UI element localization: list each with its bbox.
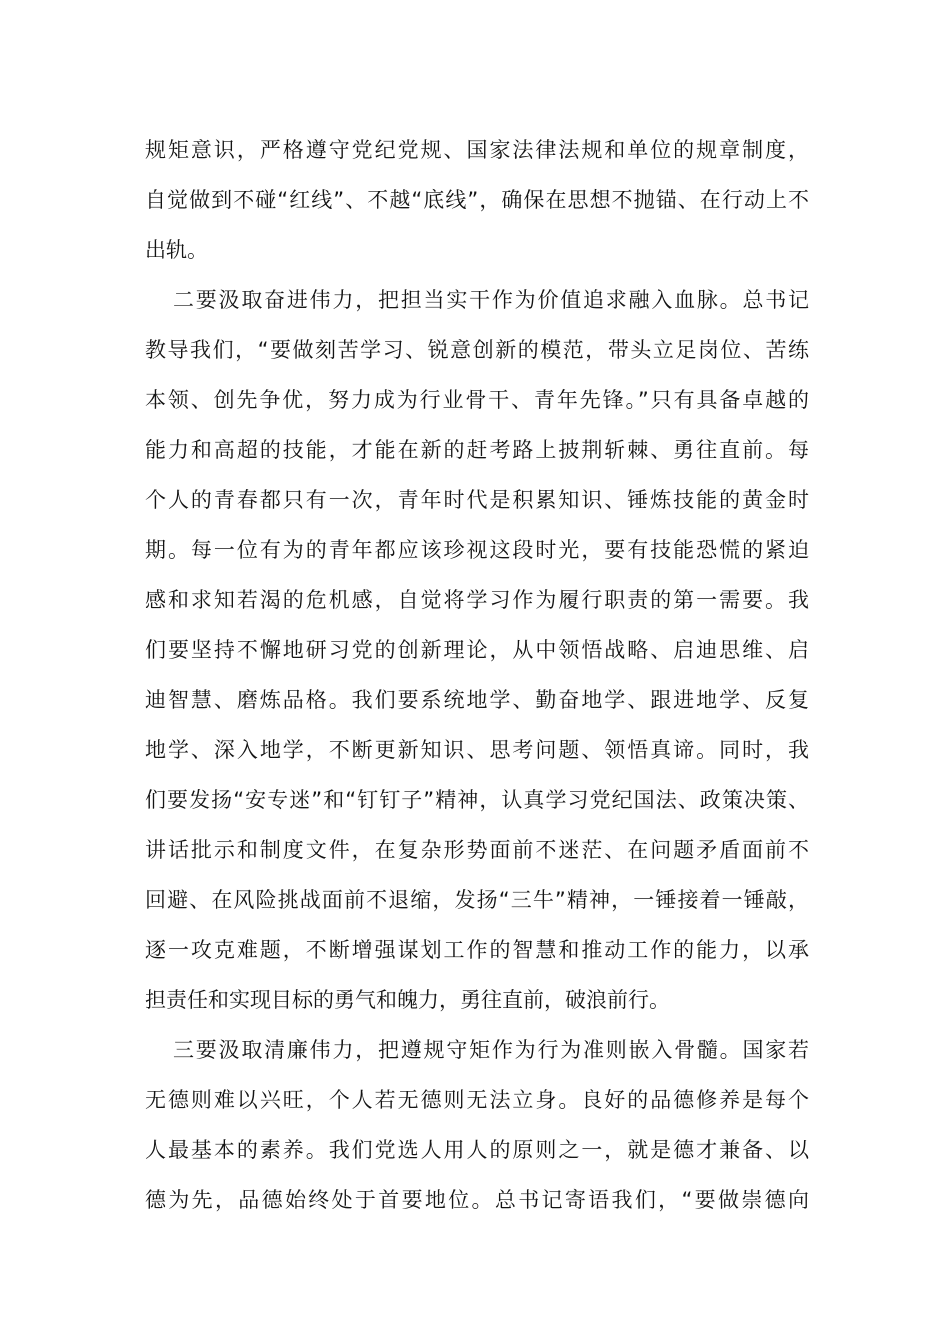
text-line: 讲话批示和制度文件，在复杂形势面前不迷茫、在问题矛盾面前不 [145, 838, 809, 862]
text-line: 人最基本的素养。我们党选人用人的原则之一，就是德才兼备、以 [145, 1138, 809, 1162]
text-line: 迪智慧、磨炼品格。我们要系统地学、勤奋地学、跟进地学、反复 [145, 688, 809, 712]
text-line: 自觉做到不碰“红线”、不越“底线”，确保在思想不抛锚、在行动上不 [145, 188, 809, 212]
text-line: 们要坚持不懈地研习党的创新理论，从中领悟战略、启迪思维、启 [145, 638, 809, 662]
text-line: 规矩意识，严格遵守党纪党规、国家法律法规和单位的规章制度， [145, 138, 809, 162]
text-line: 回避、在风险挑战面前不退缩，发扬“三牛”精神，一锤接着一锤敲， [145, 888, 809, 912]
text-line: 德为先，品德始终处于首要地位。总书记寄语我们，“要做崇德向 [145, 1188, 809, 1212]
text-line: 无德则难以兴旺，个人若无德则无法立身。良好的品德修养是每个 [145, 1088, 809, 1112]
paragraph-first-line: 三要汲取清廉伟力，把遵规守矩作为行为准则嵌入骨髓。国家若 [173, 1038, 809, 1062]
text-line: 期。每一位有为的青年都应该珍视这段时光，要有技能恐慌的紧迫 [145, 538, 809, 562]
text-line: 能力和高超的技能，才能在新的赶考路上披荆斩棘、勇往直前。每 [145, 438, 809, 462]
text-line: 教导我们，“要做刻苦学习、锐意创新的模范，带头立足岗位、苦练 [145, 338, 809, 362]
text-line: 感和求知若渴的危机感，自觉将学习作为履行职责的第一需要。我 [145, 588, 809, 612]
text-line: 本领、创先争优，努力成为行业骨干、青年先锋。”只有具备卓越的 [145, 388, 809, 412]
text-line: 担责任和实现目标的勇气和魄力，勇往直前，破浪前行。 [145, 988, 670, 1012]
paragraph-first-line: 二要汲取奋进伟力，把担当实干作为价值追求融入血脉。总书记 [173, 288, 809, 312]
text-line: 个人的青春都只有一次，青年时代是积累知识、锤炼技能的黄金时 [145, 488, 809, 512]
text-line: 出轨。 [145, 238, 208, 262]
text-line: 们要发扬“安专迷”和“钉钉子”精神，认真学习党纪国法、政策决策、 [145, 788, 809, 812]
text-line: 地学、深入地学，不断更新知识、思考问题、领悟真谛。同时，我 [145, 738, 809, 762]
text-line: 逐一攻克难题，不断增强谋划工作的智慧和推动工作的能力，以承 [145, 938, 809, 962]
